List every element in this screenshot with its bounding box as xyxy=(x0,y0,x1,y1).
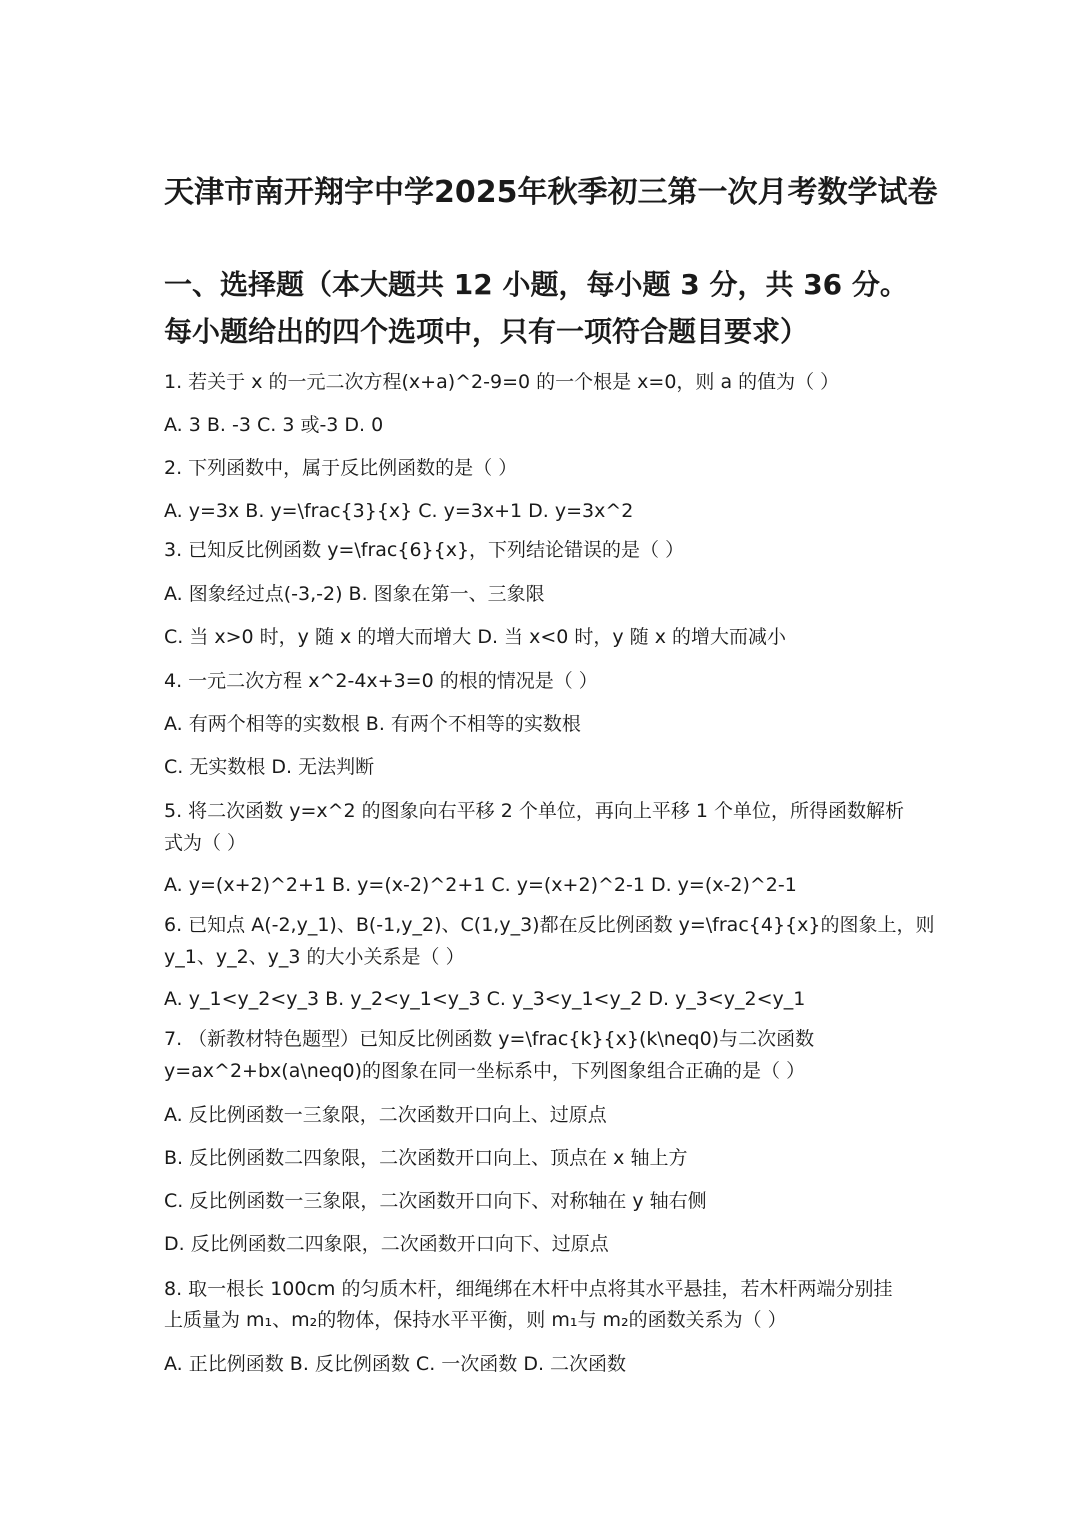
exam-title: 天津市南开翔宇中学2025年秋季初三第一次月考数学试卷 xyxy=(164,175,938,210)
question-4-options-ab: A. 有两个相等的实数根 B. 有两个不相等的实数根 xyxy=(164,713,581,735)
question-8-options: A. 正比例函数 B. 反比例函数 C. 一次函数 D. 二次函数 xyxy=(164,1353,627,1375)
question-7-option-c: C. 反比例函数一三象限，二次函数开口向下、对称轴在 y 轴右侧 xyxy=(164,1190,707,1212)
section-heading-line-2: 每小题给出的四个选项中，只有一项符合题目要求） xyxy=(164,315,809,348)
question-1-options: A. 3 B. -3 C. 3 或-3 D. 0 xyxy=(164,414,384,436)
question-1: 1. 若关于 x 的一元二次方程(x+a)^2-9=0 的一个根是 x=0，则 a 的值为（ ） xyxy=(164,371,840,393)
question-5-line-2: 式为（ ） xyxy=(164,832,247,854)
question-7-option-a: A. 反比例函数一三象限，二次函数开口向上、过原点 xyxy=(164,1104,607,1126)
question-6-line-2: y_1、y_2、y_3 的大小关系是（ ） xyxy=(164,946,465,968)
question-7-option-b: B. 反比例函数二四象限，二次函数开口向上、顶点在 x 轴上方 xyxy=(164,1147,688,1169)
question-6-options: A. y_1<y_2<y_3 B. y_2<y_1<y_3 C. y_3<y_1<y_2 D. y_3<y_2<y_1 xyxy=(164,988,806,1010)
question-7-line-1: 7. （新教材特色题型）已知反比例函数 y=\frac{k}{x}(k\neq0)与二次函数 xyxy=(164,1028,815,1050)
question-2-options: A. y=3x B. y=\frac{3}{x} C. y=3x+1 D. y=3x^2 xyxy=(164,500,634,522)
question-4: 4. 一元二次方程 x^2-4x+3=0 的根的情况是（ ） xyxy=(164,670,598,692)
question-3-options-ab: A. 图象经过点(-3,-2) B. 图象在第一、三象限 xyxy=(164,583,545,605)
question-6-line-1: 6. 已知点 A(-2,y_1)、B(-1,y_2)、C(1,y_3)都在反比例函数 y=\frac{4}{x}的图象上，则 xyxy=(164,914,935,936)
section-heading-line-1: 一、选择题（本大题共 12 小题，每小题 3 分，共 36 分。 xyxy=(164,268,908,301)
question-5-options: A. y=(x+2)^2+1 B. y=(x-2)^2+1 C. y=(x+2)^2-1 D. y=(x-2)^2-1 xyxy=(164,874,797,896)
question-3: 3. 已知反比例函数 y=\frac{6}{x}，下列结论错误的是（ ） xyxy=(164,539,685,561)
question-5-line-1: 5. 将二次函数 y=x^2 的图象向右平移 2 个单位，再向上平移 1 个单位，所得函数解析 xyxy=(164,800,904,822)
question-8-line-1: 8. 取一根长 100cm 的匀质木杆，细绳绑在木杆中点将其水平悬挂，若木杆两端分别挂 xyxy=(164,1278,893,1300)
question-2: 2. 下列函数中，属于反比例函数的是（ ） xyxy=(164,457,518,479)
question-7-line-2: y=ax^2+bx(a\neq0)的图象在同一坐标系中，下列图象组合正确的是（ ） xyxy=(164,1060,806,1082)
question-3-options-cd: C. 当 x>0 时，y 随 x 的增大而增大 D. 当 x<0 时，y 随 x 的增大而减小 xyxy=(164,626,786,648)
question-8-line-2: 上质量为 m₁、m₂的物体，保持水平平衡，则 m₁与 m₂的函数关系为（ ） xyxy=(164,1309,787,1331)
question-7-option-d: D. 反比例函数二四象限，二次函数开口向下、过原点 xyxy=(164,1233,609,1255)
question-4-options-cd: C. 无实数根 D. 无法判断 xyxy=(164,756,375,778)
